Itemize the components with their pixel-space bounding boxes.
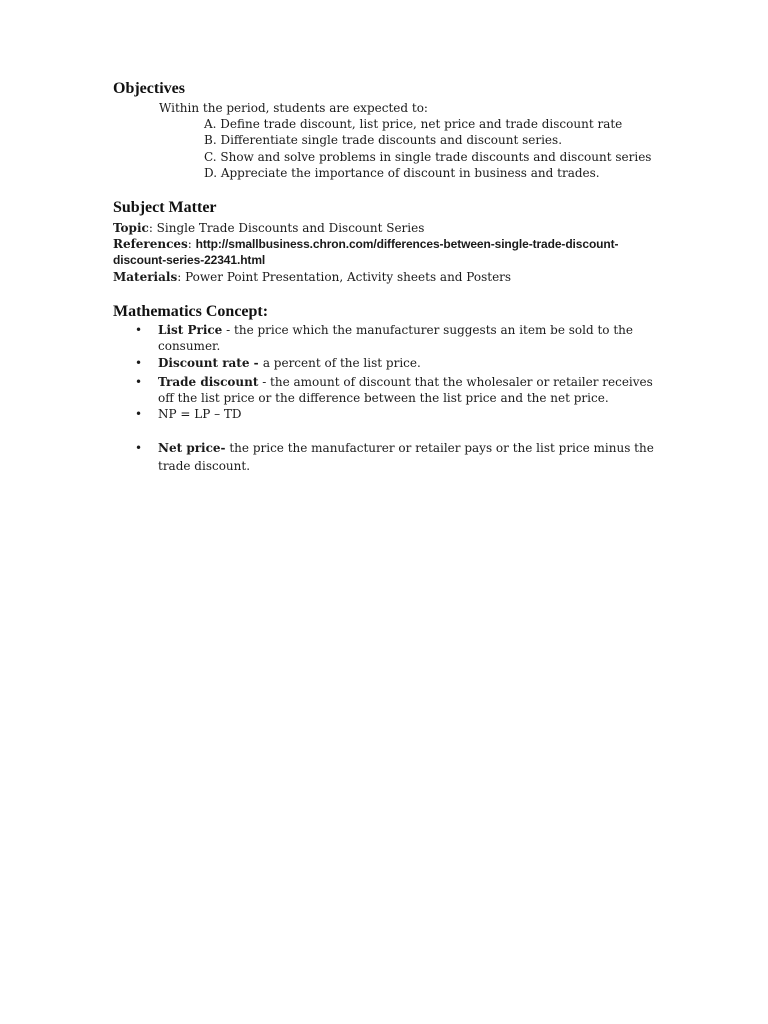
concept-term: Net price- <box>158 441 226 455</box>
references-url-part1[interactable]: http://smallbusiness.chron.com/differences-between-single-trade-discount- <box>195 237 619 251</box>
topic-label: Topic <box>113 221 149 235</box>
references-url-line2 <box>113 252 265 268</box>
topic-line <box>113 220 424 236</box>
objectives-heading: Objectives <box>113 80 185 97</box>
math-concept-heading: Mathematics Concept: <box>113 303 269 320</box>
bullet-marker: • <box>135 441 143 455</box>
references-sep: : <box>187 237 196 251</box>
bullet-marker: • <box>135 323 143 337</box>
bullet-marker: • <box>135 356 143 370</box>
concept-term: List Price <box>158 323 223 337</box>
concept-net-price-cont: trade discount. <box>158 459 251 473</box>
concept-discount-rate <box>158 355 421 371</box>
concept-net-price <box>158 440 654 456</box>
objective-c: C. Show and solve problems in single trade discounts and discount series <box>204 150 652 164</box>
bullet-marker: • <box>135 375 143 389</box>
subject-matter-heading: Subject Matter <box>113 199 217 216</box>
concept-formula: NP = LP – TD <box>158 407 242 421</box>
concept-definition: the price the manufacturer or retailer pays or the list price minus the <box>225 441 654 455</box>
bullet-marker: • <box>135 407 143 421</box>
objective-a: A. Define trade discount, list price, net price and trade discount rate <box>204 117 623 131</box>
objective-d: D. Appreciate the importance of discount in business and trades. <box>204 166 600 180</box>
concept-definition: a percent of the list price. <box>262 356 421 370</box>
references-url-part2[interactable]: discount-series-22341.html <box>113 253 266 267</box>
references-line <box>113 236 618 252</box>
objective-b: B. Differentiate single trade discounts and discount series. <box>204 133 563 147</box>
concept-term: Trade discount <box>158 375 259 389</box>
materials-line <box>113 269 511 285</box>
concept-trade-discount <box>158 374 653 390</box>
concept-definition: - the amount of discount that the wholesaler or retailer receives <box>258 375 653 389</box>
objectives-intro: Within the period, students are expected to: <box>159 101 428 115</box>
materials-value: : Power Point Presentation, Activity sheets and Posters <box>177 270 512 284</box>
concept-list-price-cont: consumer. <box>158 339 221 353</box>
topic-value: : Single Trade Discounts and Discount Series <box>148 221 425 235</box>
materials-label: Materials <box>113 270 178 284</box>
concept-trade-discount-cont: off the list price or the difference between the list price and the net price. <box>158 391 609 405</box>
concept-term: Discount rate - <box>158 356 263 370</box>
concept-definition: - the price which the manufacturer suggests an item be sold to the <box>222 323 633 337</box>
concept-list-price <box>158 322 633 338</box>
references-label: References <box>113 237 188 251</box>
